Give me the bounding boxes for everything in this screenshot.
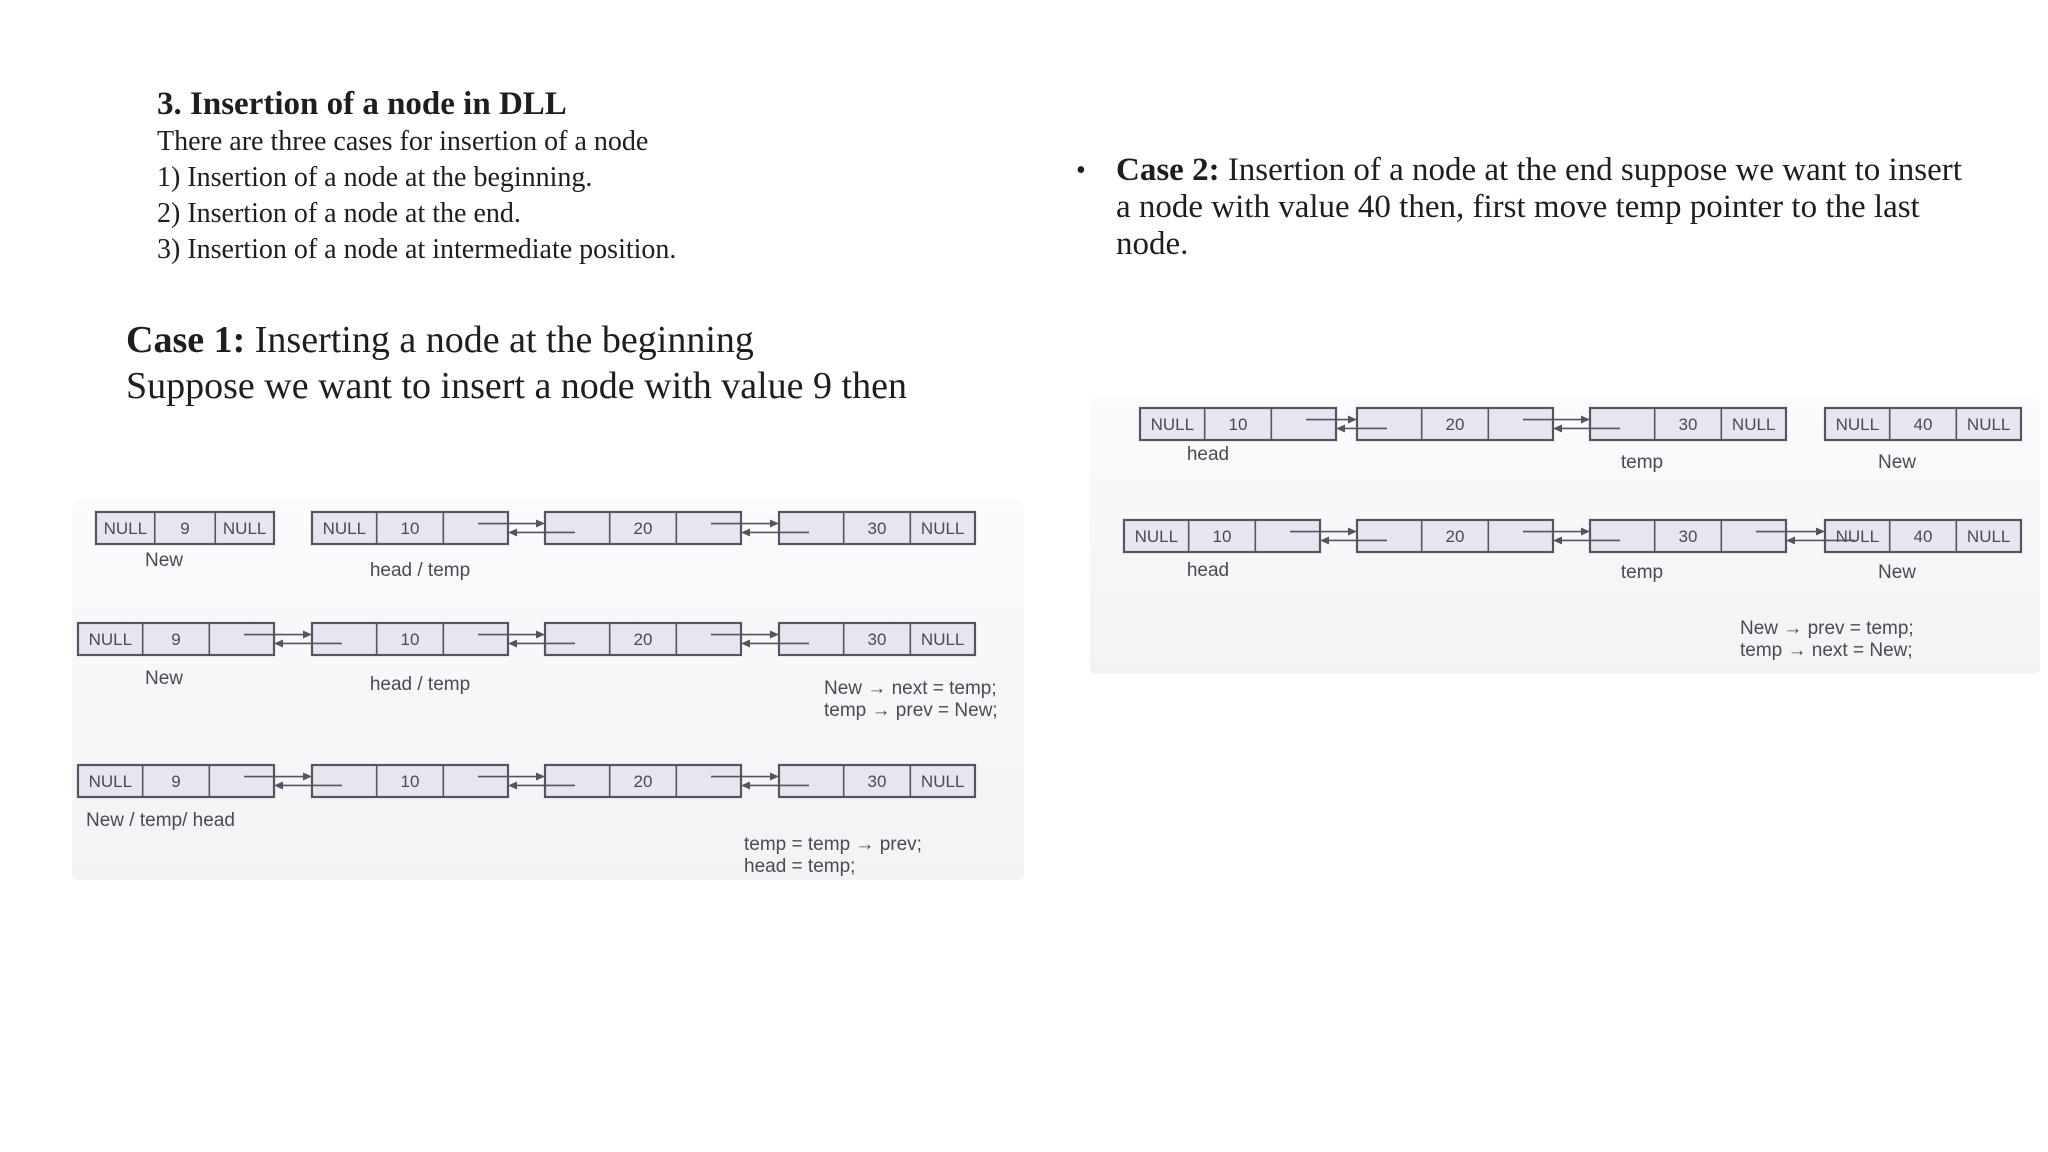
- node-cell-value: 10: [1212, 527, 1232, 546]
- arrowhead: [741, 781, 750, 789]
- pointer-label: head / temp: [369, 674, 471, 695]
- arrowhead: [770, 520, 779, 528]
- arrowhead: [536, 520, 545, 528]
- node-cell-value: NULL: [1835, 415, 1880, 434]
- node-cell-value: 10: [400, 772, 420, 791]
- pointer-label: New: [144, 668, 184, 689]
- node-cell-value: NULL: [1150, 415, 1195, 434]
- node-cell-value: 20: [633, 772, 653, 791]
- list-node: [1357, 408, 1553, 440]
- code-line: New → next = temp;: [824, 678, 997, 699]
- arrowhead: [508, 528, 517, 536]
- list-node: [779, 765, 975, 797]
- node-cell-value: 20: [1445, 415, 1465, 434]
- code-line: New → prev = temp;: [1740, 618, 1914, 639]
- arrowhead: [1581, 416, 1590, 424]
- node-cell-value: NULL: [222, 519, 267, 538]
- section-heading: 3. Insertion of a node in DLL: [157, 86, 567, 122]
- list-node: [1825, 520, 2021, 552]
- arrowhead: [508, 781, 517, 789]
- arrowhead: [1336, 424, 1345, 432]
- case1-description: Suppose we want to insert a node with value 9 then: [126, 365, 907, 407]
- node-cell-value: NULL: [920, 630, 965, 649]
- arrowhead: [508, 639, 517, 647]
- code-line: temp → prev = New;: [824, 700, 998, 721]
- case1-label: Case 1:: [126, 319, 246, 361]
- list-node: [312, 765, 508, 797]
- bullet-icon: •: [1076, 155, 1086, 186]
- case1-diagram-svg: [72, 498, 1024, 880]
- node-cell-value: 20: [1445, 527, 1465, 546]
- node-cell-value: NULL: [920, 772, 965, 791]
- arrowhead: [1320, 536, 1329, 544]
- pointer-label: New / temp/ head: [86, 810, 235, 831]
- list-node: [545, 765, 741, 797]
- arrowhead: [1553, 536, 1562, 544]
- list-node: [312, 623, 508, 655]
- list-node: [545, 623, 741, 655]
- arrowhead: [1816, 528, 1825, 536]
- arrowhead: [1553, 424, 1562, 432]
- node-cell-value: NULL: [103, 519, 148, 538]
- case1-heading: [126, 317, 1086, 409]
- node-cell-value: 9: [171, 772, 181, 791]
- intro-line: 3) Insertion of a node at intermediate position.: [157, 234, 677, 265]
- list-node: [1590, 520, 1786, 552]
- node-cell-value: 30: [867, 772, 887, 791]
- list-node: [779, 512, 975, 544]
- node-cell-value: NULL: [1731, 415, 1776, 434]
- arrowhead: [303, 631, 312, 639]
- arrowhead: [770, 631, 779, 639]
- case1-title: Inserting a node at the beginning: [245, 319, 754, 361]
- code-line: temp → next = New;: [1740, 640, 1913, 661]
- pointer-label: New: [1877, 562, 1917, 583]
- arrowhead: [303, 773, 312, 781]
- node-cell-value: 10: [1228, 415, 1248, 434]
- list-node: [78, 765, 274, 797]
- case2-description: Insertion of a node at the end suppose we want to insert a node with value 40 then, first move temp pointer to the last node.: [1116, 152, 1962, 262]
- list-node: [78, 623, 274, 655]
- node-cell-value: 40: [1913, 415, 1933, 434]
- node-cell-value: 30: [867, 519, 887, 538]
- arrowhead: [536, 773, 545, 781]
- arrowhead: [741, 639, 750, 647]
- node-cell-value: 20: [633, 519, 653, 538]
- node-cell-value: 9: [180, 519, 190, 538]
- intro-line: There are three cases for insertion of a node: [157, 126, 649, 157]
- code-line: temp = temp → prev;: [744, 834, 922, 855]
- node-cell-value: NULL: [1835, 527, 1880, 546]
- list-node: [1357, 520, 1553, 552]
- list-node: [1124, 520, 1320, 552]
- list-node: [1825, 408, 2021, 440]
- list-node: [96, 512, 274, 544]
- node-cell-value: 20: [633, 630, 653, 649]
- pointer-label: head: [1186, 444, 1230, 465]
- node-cell-value: NULL: [1966, 527, 2011, 546]
- list-node: [779, 623, 975, 655]
- node-cell-value: 30: [867, 630, 887, 649]
- list-node: [1590, 408, 1786, 440]
- node-cell-value: NULL: [322, 519, 367, 538]
- arrowhead: [1581, 528, 1590, 536]
- node-cell-value: 10: [400, 630, 420, 649]
- code-line: head = temp;: [744, 856, 856, 877]
- intro-line: 1) Insertion of a node at the beginning.: [157, 162, 593, 193]
- pointer-label: temp: [1620, 452, 1664, 473]
- arrowhead: [1348, 416, 1357, 424]
- pointer-label: head / temp: [369, 560, 471, 581]
- pointer-label: New: [1877, 452, 1917, 473]
- intro-line: 2) Insertion of a node at the end.: [157, 198, 521, 229]
- case2-diagram: [1090, 398, 2040, 674]
- arrowhead: [1786, 536, 1795, 544]
- arrowhead: [1348, 528, 1357, 536]
- case1-diagram: [72, 498, 1024, 880]
- node-cell-value: 10: [400, 519, 420, 538]
- node-cell-value: NULL: [88, 772, 133, 791]
- node-cell-value: 9: [171, 630, 181, 649]
- arrowhead: [536, 631, 545, 639]
- node-cell-value: NULL: [1966, 415, 2011, 434]
- arrowhead: [274, 781, 283, 789]
- node-cell-value: 40: [1913, 527, 1933, 546]
- arrowhead: [770, 773, 779, 781]
- arrowhead: [741, 528, 750, 536]
- intro-section: [157, 84, 1057, 268]
- node-cell-value: 30: [1678, 415, 1698, 434]
- node-cell-value: 30: [1678, 527, 1698, 546]
- case2-label: Case 2:: [1116, 152, 1220, 188]
- list-node: [312, 512, 508, 544]
- list-node: [545, 512, 741, 544]
- list-node: [1140, 408, 1336, 440]
- node-cell-value: NULL: [920, 519, 965, 538]
- pointer-label: New: [144, 550, 184, 571]
- pointer-label: temp: [1620, 562, 1664, 583]
- pointer-label: head: [1186, 560, 1230, 581]
- case2-diagram-svg: [1090, 398, 2040, 674]
- arrowhead: [274, 639, 283, 647]
- node-cell-value: NULL: [88, 630, 133, 649]
- node-cell-value: NULL: [1134, 527, 1179, 546]
